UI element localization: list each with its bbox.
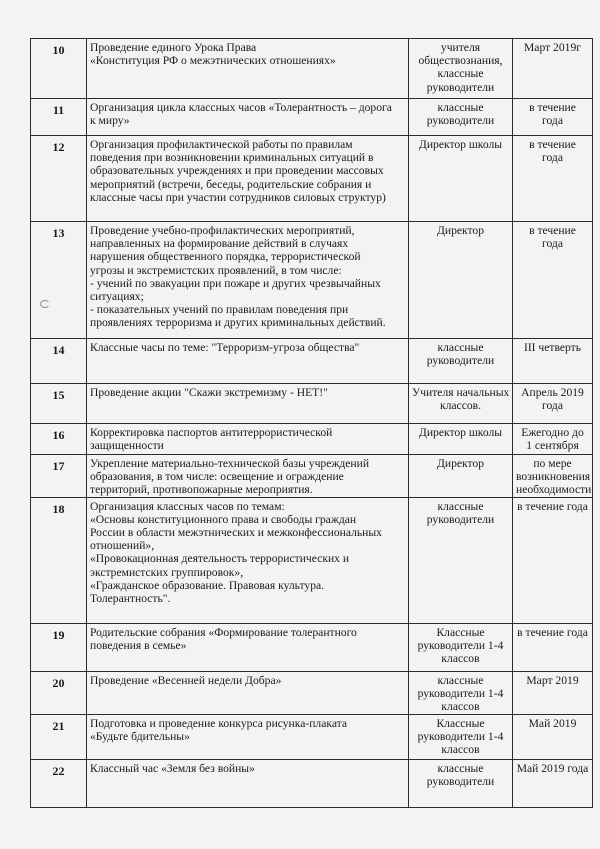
event-description-line: Проведение «Весенней недели Добра» xyxy=(90,673,282,687)
deadline-line: в течение xyxy=(529,224,576,237)
responsible-cell xyxy=(409,222,513,339)
event-description-line: проявлениях терроризма и других криминальных действий. xyxy=(90,316,386,330)
deadline-cell xyxy=(513,424,593,455)
responsible-line: классные xyxy=(437,761,484,775)
event-description-line: «Будьте бдительны» xyxy=(90,729,190,743)
table-row xyxy=(31,39,593,99)
event-description-line: Классные часы по теме: "Терроризм-угроза общества" xyxy=(90,341,360,354)
event-description-line: к миру» xyxy=(90,114,130,128)
table-row xyxy=(31,759,593,807)
table-row xyxy=(31,671,593,714)
event-description-line: ситуациях; xyxy=(90,290,144,304)
responsible-line: учителя xyxy=(440,41,481,54)
responsible-line: классные xyxy=(437,341,484,354)
event-description-line: Родительские собрания «Формирование толерантного xyxy=(90,625,357,639)
deadline-line: года xyxy=(542,237,563,251)
event-description-line: России в области межэтнических и межконфессиональных xyxy=(90,526,382,540)
row-number: 15 xyxy=(31,384,87,424)
responsible-cell xyxy=(409,759,513,807)
deadline-cell xyxy=(513,497,593,623)
event-description-line: - учений по эвакуации при пожаре и других чрезвычайных xyxy=(90,276,381,290)
event-description-line: «Конституция РФ о межэтнических отношениях» xyxy=(90,54,336,68)
event-description-line: Организация цикла классных часов «Толерантность – дорога xyxy=(90,101,392,114)
responsible-line: руководители 1-4 xyxy=(417,729,504,743)
event-description-line: направленных на формирование действий в случаях xyxy=(90,237,349,251)
table-row xyxy=(31,623,593,671)
event-description-line: угрозы и экстремистских проявлений, в том числе: xyxy=(90,263,342,277)
deadline-line: в течение xyxy=(529,101,576,114)
responsible-cell xyxy=(409,99,513,136)
event-description-cell xyxy=(87,455,409,498)
deadline-line: III четверть xyxy=(523,341,582,354)
responsible-cell xyxy=(409,424,513,455)
event-description-cell xyxy=(87,424,409,455)
responsible-line: руководители xyxy=(426,354,495,368)
table-row xyxy=(31,384,593,424)
row-number: 14 xyxy=(31,339,87,384)
event-description-line: - показательных учений по правилам поведения при xyxy=(90,303,349,317)
responsible-line: руководители xyxy=(426,80,495,94)
responsible-cell xyxy=(409,39,513,99)
event-description-line: Классный час «Земля без войны» xyxy=(90,761,255,775)
responsible-line: классов xyxy=(441,743,480,757)
event-description-cell xyxy=(87,39,409,99)
event-description-cell xyxy=(87,384,409,424)
responsible-line: классные xyxy=(437,673,484,687)
event-description-line: Укрепление материально-технической базы учреждений xyxy=(90,457,370,470)
responsible-line: Директор xyxy=(436,224,485,237)
event-description-cell xyxy=(87,671,409,714)
deadline-line: в течение года xyxy=(517,499,588,513)
table-row xyxy=(31,222,593,339)
table-row xyxy=(31,339,593,384)
deadline-cell xyxy=(513,339,593,384)
event-description-line: нарушения общественного порядка, террористической xyxy=(90,250,361,264)
event-description-line: Корректировка паспортов антитеррористической xyxy=(90,426,333,439)
responsible-line: руководители xyxy=(426,114,495,128)
event-description-line: защищенности xyxy=(90,439,164,453)
event-description-line: образовательных учреждениях и при проведении массовых xyxy=(90,164,384,178)
table-row xyxy=(31,99,593,136)
row-number: 18 xyxy=(31,497,87,623)
deadline-line: возникновения xyxy=(516,470,591,484)
deadline-line: Май 2019 xyxy=(528,716,577,730)
event-description-cell xyxy=(87,222,409,339)
event-description-line: Организация классных часов по темам: xyxy=(90,499,285,513)
deadline-line: необходимости xyxy=(516,483,592,497)
event-description-line: «Основы конституционного права и свободы граждан xyxy=(90,512,357,526)
row-number: 19 xyxy=(31,623,87,671)
row-number: 21 xyxy=(31,714,87,759)
event-description-line: классные часы при участии сотрудников силовых структур) xyxy=(90,190,386,204)
deadline-cell xyxy=(513,222,593,339)
deadline-line: Март 2019г xyxy=(523,41,581,54)
event-description-line: Проведение учебно-профилактических мероприятий, xyxy=(90,224,355,237)
events-table-body xyxy=(31,39,593,808)
deadline-cell xyxy=(513,136,593,222)
responsible-line: руководители xyxy=(426,774,495,788)
row-number: 12 xyxy=(31,136,87,222)
table-row xyxy=(31,136,593,222)
event-description-line: «Провокационная деятельность террористических и xyxy=(90,552,350,566)
responsible-line: классные xyxy=(437,499,484,513)
responsible-cell xyxy=(409,671,513,714)
responsible-line: обществознания, xyxy=(418,54,503,68)
row-number: 13 xyxy=(31,222,87,339)
deadline-line: по мере xyxy=(533,457,572,470)
event-description-line: Толерантность". xyxy=(90,592,171,606)
table-row xyxy=(31,497,593,623)
deadline-line: в течение года xyxy=(517,625,588,639)
table-row xyxy=(31,714,593,759)
event-description-line: Проведение акции "Скажи экстремизму - НЕТ!" xyxy=(90,386,328,399)
event-description-cell xyxy=(87,714,409,759)
table-row xyxy=(31,424,593,455)
deadline-cell xyxy=(513,671,593,714)
event-description-cell xyxy=(87,99,409,136)
row-number: 20 xyxy=(31,671,87,714)
responsible-cell xyxy=(409,455,513,498)
deadline-line: года xyxy=(542,114,563,128)
responsible-cell xyxy=(409,136,513,222)
deadline-cell xyxy=(513,759,593,807)
responsible-cell xyxy=(409,497,513,623)
responsible-line: классные xyxy=(437,101,484,114)
event-description-line: поведения при возникновении криминальных ситуаций в xyxy=(90,151,374,165)
responsible-line: классов xyxy=(441,652,480,666)
responsible-cell xyxy=(409,339,513,384)
deadline-cell xyxy=(513,714,593,759)
responsible-line: руководители 1-4 xyxy=(417,638,504,652)
responsible-line: классные xyxy=(437,67,484,81)
responsible-line: Учителя начальных xyxy=(412,386,510,399)
event-description-cell xyxy=(87,759,409,807)
responsible-line: классов xyxy=(441,700,480,714)
responsible-cell xyxy=(409,714,513,759)
deadline-line: года xyxy=(542,399,563,413)
event-description-cell xyxy=(87,136,409,222)
responsible-line: Классные xyxy=(436,625,485,639)
responsible-line: классов. xyxy=(439,399,482,413)
responsible-line: руководители xyxy=(426,512,495,526)
events-table xyxy=(30,38,593,808)
event-description-line: мероприятий (встречи, беседы, родительские собрания и xyxy=(90,177,372,191)
event-description-line: экстремистских группировок», xyxy=(90,565,244,579)
deadline-line: Ежегодно до xyxy=(521,426,584,439)
event-description-cell xyxy=(87,339,409,384)
event-description-line: «Гражданское образование. Правовая культура. xyxy=(90,578,325,592)
responsible-line: Директор школы xyxy=(418,426,503,439)
deadline-cell xyxy=(513,623,593,671)
event-description-cell xyxy=(87,497,409,623)
responsible-cell xyxy=(409,384,513,424)
event-description-line: Организация профилактической работы по правилам xyxy=(90,138,353,151)
deadline-line: 1 сентября xyxy=(526,439,579,453)
deadline-cell xyxy=(513,455,593,498)
row-number: 11 xyxy=(31,99,87,136)
deadline-line: Апрель 2019 xyxy=(521,386,584,399)
deadline-cell xyxy=(513,39,593,99)
event-description-line: поведения в семье» xyxy=(90,638,187,652)
responsible-line: Директор школы xyxy=(418,138,503,151)
deadline-cell xyxy=(513,384,593,424)
event-description-cell xyxy=(87,623,409,671)
deadline-line: Март 2019 xyxy=(526,673,579,687)
event-description-line: образования, в том числе: освещение и ограждение xyxy=(90,470,344,484)
responsible-cell xyxy=(409,623,513,671)
deadline-line: года xyxy=(542,151,563,165)
deadline-cell xyxy=(513,99,593,136)
responsible-line: руководители 1-4 xyxy=(417,686,504,700)
table-row xyxy=(31,455,593,498)
responsible-line: Классные xyxy=(436,716,485,730)
deadline-line: в течение xyxy=(529,138,576,151)
row-number: 17 xyxy=(31,455,87,498)
row-number: 16 xyxy=(31,424,87,455)
event-description-line: Подготовка и проведение конкурса рисунка-плаката xyxy=(90,716,348,730)
responsible-line: Директор xyxy=(436,457,485,470)
event-description-line: территорий, противопожарные мероприятия. xyxy=(90,483,313,497)
row-number: 10 xyxy=(31,39,87,99)
event-description-line: Проведение единого Урока Права xyxy=(90,41,257,54)
deadline-line: Май 2019 года xyxy=(516,761,589,775)
event-description-line: отношений», xyxy=(90,539,155,553)
row-number: 22 xyxy=(31,759,87,807)
